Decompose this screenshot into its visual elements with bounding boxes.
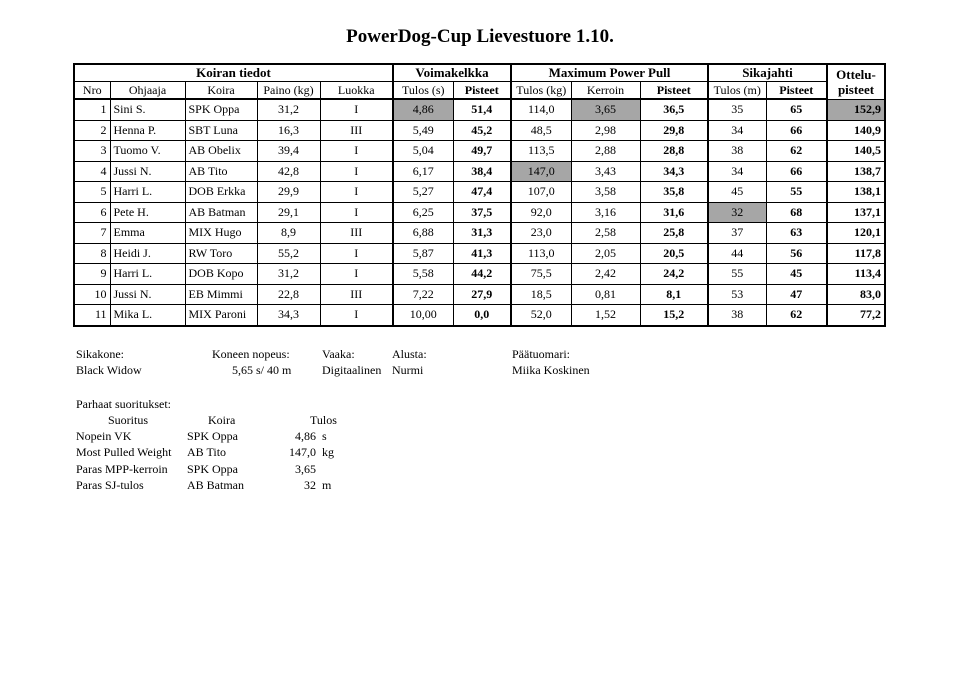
cell-luokka: III bbox=[320, 223, 393, 244]
best-tulos: 32 bbox=[304, 477, 316, 492]
cell-mpp-pisteet: 34,3 bbox=[640, 161, 708, 182]
cell-vk-pisteet: 27,9 bbox=[453, 284, 511, 305]
cell-nro: 11 bbox=[74, 305, 110, 326]
cell-mpp-kerroin: 3,16 bbox=[571, 202, 640, 223]
table-row bbox=[74, 284, 885, 305]
cell-vk-tulos: 5,04 bbox=[393, 141, 453, 162]
cell-vk-tulos: 6,25 bbox=[393, 202, 453, 223]
cell-mpp-kerroin: 2,42 bbox=[571, 264, 640, 285]
results-table bbox=[73, 63, 886, 327]
cell-nro: 1 bbox=[74, 99, 110, 120]
cell-luokka: I bbox=[320, 202, 393, 223]
cell-ottelupisteet: 138,1 bbox=[827, 182, 885, 203]
cell-koira: AB Batman bbox=[185, 202, 257, 223]
cell-sj-tulos: 37 bbox=[708, 223, 766, 244]
cell-ohjaaja: Harri L. bbox=[110, 182, 185, 203]
alusta-value: Nurmi bbox=[392, 363, 424, 377]
cell-mpp-kerroin: 1,52 bbox=[571, 305, 640, 326]
cell-mpp-tulos: 18,5 bbox=[511, 284, 571, 305]
cell-vk-tulos: 10,00 bbox=[393, 305, 453, 326]
cell-ottelupisteet: 113,4 bbox=[827, 264, 885, 285]
cell-ottelupisteet: 140,5 bbox=[827, 141, 885, 162]
table-row bbox=[74, 202, 885, 223]
best-suoritus: Paras SJ-tulos bbox=[76, 477, 144, 492]
cell-sj-tulos: 53 bbox=[708, 284, 766, 305]
group-voimakelkka: Voimakelkka bbox=[393, 64, 511, 82]
cell-nro: 2 bbox=[74, 120, 110, 141]
best-col-suoritus: Suoritus bbox=[108, 413, 149, 427]
table-row bbox=[74, 223, 885, 244]
cell-sj-pisteet: 63 bbox=[766, 223, 827, 244]
vaaka-value: Digitaalinen bbox=[322, 363, 382, 377]
group-sikajahti: Sikajahti bbox=[708, 64, 827, 82]
best-unit: s bbox=[322, 429, 327, 443]
cell-luokka: I bbox=[320, 305, 393, 326]
cell-sj-pisteet: 62 bbox=[766, 141, 827, 162]
cell-vk-pisteet: 41,3 bbox=[453, 243, 511, 264]
cell-luokka: I bbox=[320, 141, 393, 162]
cell-mpp-pisteet: 31,6 bbox=[640, 202, 708, 223]
table-row bbox=[74, 243, 885, 264]
cell-koira: DOB Kopo bbox=[185, 264, 257, 285]
cell-vk-pisteet: 0,0 bbox=[453, 305, 511, 326]
cell-ohjaaja: Tuomo V. bbox=[110, 141, 185, 162]
cell-mpp-pisteet: 35,8 bbox=[640, 182, 708, 203]
cell-ohjaaja: Mika L. bbox=[110, 305, 185, 326]
cell-mpp-kerroin: 3,43 bbox=[571, 161, 640, 182]
cell-vk-pisteet: 44,2 bbox=[453, 264, 511, 285]
cell-vk-tulos: 5,49 bbox=[393, 120, 453, 141]
group-koiran-tiedot: Koiran tiedot bbox=[74, 64, 393, 82]
cell-luokka: III bbox=[320, 284, 393, 305]
sikakone-value: Black Widow bbox=[76, 363, 142, 377]
cell-nro: 3 bbox=[74, 141, 110, 162]
header-ohjaaja: Ohjaaja bbox=[110, 82, 185, 100]
cell-mpp-kerroin: 2,05 bbox=[571, 243, 640, 264]
paatuomari-value: Miika Koskinen bbox=[512, 363, 590, 377]
cell-paino: 39,4 bbox=[257, 141, 320, 162]
page-title: PowerDog-Cup Lievestuore 1.10. bbox=[346, 26, 614, 47]
cell-mpp-kerroin: 3,58 bbox=[571, 182, 640, 203]
cell-mpp-kerroin: 2,98 bbox=[571, 120, 640, 141]
cell-ohjaaja: Emma bbox=[110, 223, 185, 244]
cell-ottelupisteet: 140,9 bbox=[827, 120, 885, 141]
table-row bbox=[74, 182, 885, 203]
cell-mpp-tulos: 23,0 bbox=[511, 223, 571, 244]
cell-ohjaaja: Heidi J. bbox=[110, 243, 185, 264]
cell-vk-tulos: 6,17 bbox=[393, 161, 453, 182]
cell-nro: 5 bbox=[74, 182, 110, 203]
cell-ottelupisteet: 138,7 bbox=[827, 161, 885, 182]
best-tulos: 3,65 bbox=[295, 461, 316, 476]
cell-ottelupisteet: 117,8 bbox=[827, 243, 885, 264]
cell-sj-tulos: 44 bbox=[708, 243, 766, 264]
header-vk-tulos: Tulos (s) bbox=[393, 82, 453, 100]
cell-luokka: I bbox=[320, 182, 393, 203]
best-unit: kg bbox=[322, 445, 334, 460]
cell-koira: RW Toro bbox=[185, 243, 257, 264]
cell-sj-tulos: 32 bbox=[708, 202, 766, 223]
cell-vk-tulos: 5,27 bbox=[393, 182, 453, 203]
cell-sj-pisteet: 66 bbox=[766, 161, 827, 182]
cell-mpp-pisteet: 8,1 bbox=[640, 284, 708, 305]
cell-koira: MIX Hugo bbox=[185, 223, 257, 244]
cell-mpp-pisteet: 36,5 bbox=[640, 99, 708, 120]
header-mpp-pisteet: Pisteet bbox=[640, 82, 708, 100]
cell-mpp-pisteet: 29,8 bbox=[640, 120, 708, 141]
best-tulos: 147,0 bbox=[289, 445, 316, 460]
cell-paino: 29,1 bbox=[257, 202, 320, 223]
cell-mpp-tulos: 107,0 bbox=[511, 182, 571, 203]
best-koira: SPK Oppa bbox=[187, 429, 239, 443]
cell-mpp-tulos: 92,0 bbox=[511, 202, 571, 223]
cell-sj-pisteet: 62 bbox=[766, 305, 827, 326]
cell-ohjaaja: Sini S. bbox=[110, 99, 185, 120]
cell-mpp-tulos: 52,0 bbox=[511, 305, 571, 326]
best-col-koira: Koira bbox=[208, 413, 236, 427]
header-koira: Koira bbox=[185, 82, 257, 100]
cell-nro: 10 bbox=[74, 284, 110, 305]
cell-ohjaaja: Jussi N. bbox=[110, 161, 185, 182]
cell-vk-pisteet: 31,3 bbox=[453, 223, 511, 244]
cell-vk-tulos: 4,86 bbox=[393, 99, 453, 120]
table-row bbox=[74, 99, 885, 120]
best-tulos: 4,86 bbox=[295, 429, 316, 443]
cell-ohjaaja: Jussi N. bbox=[110, 284, 185, 305]
cell-nro: 7 bbox=[74, 223, 110, 244]
group-maximum-power-pull: Maximum Power Pull bbox=[511, 64, 708, 82]
cell-vk-pisteet: 47,4 bbox=[453, 182, 511, 203]
header-sj-tulos: Tulos (m) bbox=[708, 82, 766, 100]
cell-sj-tulos: 35 bbox=[708, 99, 766, 120]
cell-ottelupisteet: 120,1 bbox=[827, 223, 885, 244]
cell-sj-tulos: 38 bbox=[708, 141, 766, 162]
best-col-tulos: Tulos bbox=[310, 413, 337, 427]
cell-paino: 34,3 bbox=[257, 305, 320, 326]
header-mpp-tulos: Tulos (kg) bbox=[511, 82, 571, 100]
header-sj-pisteet: Pisteet bbox=[766, 82, 827, 100]
results-body bbox=[74, 99, 885, 326]
cell-sj-tulos: 45 bbox=[708, 182, 766, 203]
cell-ohjaaja: Henna P. bbox=[110, 120, 185, 141]
cell-vk-pisteet: 38,4 bbox=[453, 161, 511, 182]
table-row bbox=[74, 305, 885, 326]
cell-paino: 31,2 bbox=[257, 99, 320, 120]
cell-paino: 55,2 bbox=[257, 243, 320, 264]
cell-mpp-tulos: 114,0 bbox=[511, 99, 571, 120]
cell-ottelupisteet: 77,2 bbox=[827, 305, 885, 326]
cell-mpp-tulos: 147,0 bbox=[511, 161, 571, 182]
group-ottelupisteet: Ottelu- pisteet bbox=[827, 64, 885, 99]
cell-koira: SPK Oppa bbox=[185, 99, 257, 120]
nopeus-label: Koneen nopeus: bbox=[212, 347, 290, 361]
cell-nro: 8 bbox=[74, 243, 110, 264]
best-koira: AB Batman bbox=[187, 477, 244, 492]
table-row bbox=[74, 120, 885, 141]
cell-nro: 4 bbox=[74, 161, 110, 182]
cell-ottelupisteet: 152,9 bbox=[827, 99, 885, 120]
cell-koira: AB Obelix bbox=[185, 141, 257, 162]
vaaka-label: Vaaka: bbox=[322, 347, 355, 361]
cell-koira: DOB Erkka bbox=[185, 182, 257, 203]
cell-mpp-tulos: 113,0 bbox=[511, 243, 571, 264]
nopeus-value: 5,65 s/ 40 m bbox=[232, 363, 292, 377]
paatuomari-label: Päätuomari: bbox=[512, 347, 570, 361]
cell-sj-pisteet: 66 bbox=[766, 120, 827, 141]
cell-luokka: I bbox=[320, 243, 393, 264]
cell-sj-tulos: 38 bbox=[708, 305, 766, 326]
cell-ottelupisteet: 83,0 bbox=[827, 284, 885, 305]
cell-ohjaaja: Pete H. bbox=[110, 202, 185, 223]
cell-vk-tulos: 7,22 bbox=[393, 284, 453, 305]
header-paino: Paino (kg) bbox=[257, 82, 320, 100]
cell-luokka: I bbox=[320, 99, 393, 120]
cell-mpp-pisteet: 24,2 bbox=[640, 264, 708, 285]
table-row bbox=[74, 264, 885, 285]
cell-mpp-pisteet: 28,8 bbox=[640, 141, 708, 162]
best-koira: AB Tito bbox=[187, 445, 227, 460]
cell-mpp-kerroin: 3,65 bbox=[571, 99, 640, 120]
cell-sj-pisteet: 55 bbox=[766, 182, 827, 203]
cell-mpp-pisteet: 20,5 bbox=[640, 243, 708, 264]
cell-mpp-tulos: 113,5 bbox=[511, 141, 571, 162]
cell-paino: 16,3 bbox=[257, 120, 320, 141]
cell-sj-tulos: 55 bbox=[708, 264, 766, 285]
cell-sj-tulos: 34 bbox=[708, 120, 766, 141]
best-suoritus: Nopein VK bbox=[76, 429, 132, 443]
cell-koira: EB Mimmi bbox=[185, 284, 257, 305]
cell-paino: 8,9 bbox=[257, 223, 320, 244]
cell-vk-pisteet: 51,4 bbox=[453, 99, 511, 120]
sikakone-label: Sikakone: bbox=[76, 347, 124, 361]
cell-paino: 22,8 bbox=[257, 284, 320, 305]
cell-vk-tulos: 5,87 bbox=[393, 243, 453, 264]
best-unit: m bbox=[322, 477, 332, 492]
cell-sj-pisteet: 56 bbox=[766, 243, 827, 264]
cell-vk-tulos: 5,58 bbox=[393, 264, 453, 285]
best-heading: Parhaat suoritukset: bbox=[76, 397, 171, 411]
best-suoritus: Paras MPP-kerroin bbox=[76, 461, 168, 476]
cell-sj-pisteet: 47 bbox=[766, 284, 827, 305]
best-koira: SPK Oppa bbox=[187, 461, 239, 476]
alusta-label: Alusta: bbox=[392, 347, 427, 361]
cell-mpp-pisteet: 25,8 bbox=[640, 223, 708, 244]
cell-luokka: I bbox=[320, 264, 393, 285]
cell-vk-tulos: 6,88 bbox=[393, 223, 453, 244]
cell-mpp-tulos: 48,5 bbox=[511, 120, 571, 141]
cell-sj-pisteet: 68 bbox=[766, 202, 827, 223]
cell-koira: AB Tito bbox=[185, 161, 257, 182]
cell-luokka: III bbox=[320, 120, 393, 141]
header-nro: Nro bbox=[74, 82, 110, 100]
cell-mpp-kerroin: 2,58 bbox=[571, 223, 640, 244]
cell-mpp-kerroin: 0,81 bbox=[571, 284, 640, 305]
cell-ohjaaja: Harri L. bbox=[110, 264, 185, 285]
cell-nro: 6 bbox=[74, 202, 110, 223]
cell-paino: 31,2 bbox=[257, 264, 320, 285]
cell-koira: SBT Luna bbox=[185, 120, 257, 141]
cell-koira: MIX Paroni bbox=[185, 305, 257, 326]
header-luokka: Luokka bbox=[320, 82, 393, 100]
header-mpp-kerroin: Kerroin bbox=[571, 82, 640, 100]
best-suoritus: Most Pulled Weight bbox=[76, 445, 172, 460]
table-row bbox=[74, 161, 885, 182]
cell-sj-pisteet: 45 bbox=[766, 264, 827, 285]
cell-luokka: I bbox=[320, 161, 393, 182]
cell-sj-pisteet: 65 bbox=[766, 99, 827, 120]
cell-mpp-pisteet: 15,2 bbox=[640, 305, 708, 326]
cell-mpp-kerroin: 2,88 bbox=[571, 141, 640, 162]
cell-nro: 9 bbox=[74, 264, 110, 285]
cell-paino: 42,8 bbox=[257, 161, 320, 182]
cell-ottelupisteet: 137,1 bbox=[827, 202, 885, 223]
cell-vk-pisteet: 49,7 bbox=[453, 141, 511, 162]
cell-sj-tulos: 34 bbox=[708, 161, 766, 182]
cell-paino: 29,9 bbox=[257, 182, 320, 203]
cell-vk-pisteet: 45,2 bbox=[453, 120, 511, 141]
cell-vk-pisteet: 37,5 bbox=[453, 202, 511, 223]
table-row bbox=[74, 141, 885, 162]
cell-mpp-tulos: 75,5 bbox=[511, 264, 571, 285]
header-vk-pisteet: Pisteet bbox=[453, 82, 511, 100]
